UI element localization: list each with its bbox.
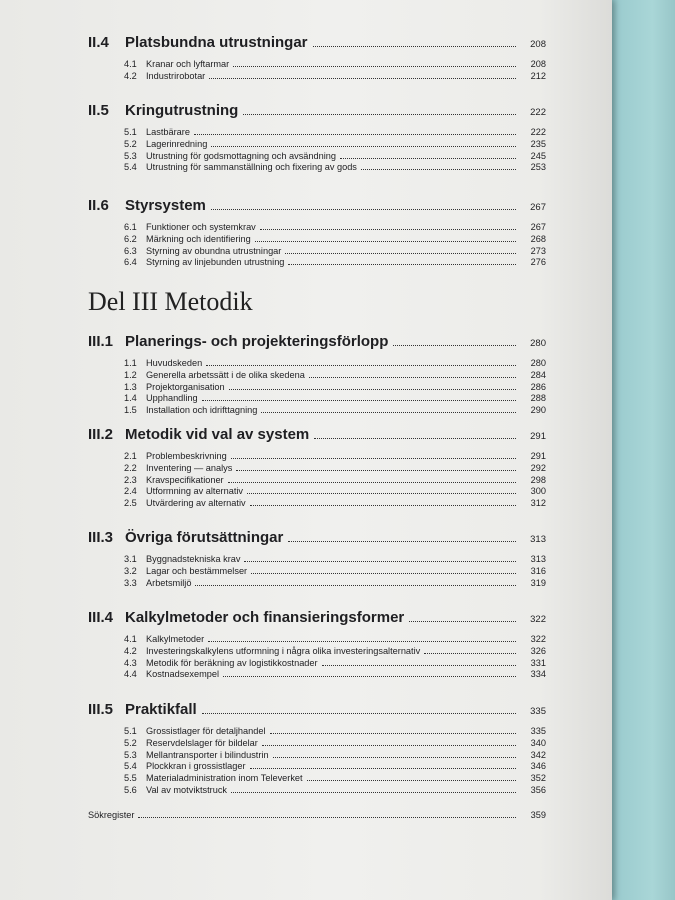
section-page-number: 267 <box>530 202 546 213</box>
entry-title: Funktioner och systemkrav <box>146 222 256 232</box>
dot-leader <box>262 745 516 746</box>
entry-number: 2.4 <box>124 486 137 497</box>
entry-number: 1.3 <box>124 381 137 392</box>
entry-page-number: 291 <box>530 451 546 461</box>
dot-leader <box>251 573 516 574</box>
toc-entry[interactable] <box>88 358 546 370</box>
dot-leader <box>228 482 516 483</box>
section-page-number: 280 <box>530 338 546 349</box>
toc-entry[interactable] <box>88 151 546 163</box>
entry-title: Styrning av obundna utrustningar <box>146 245 282 256</box>
section-heading[interactable] <box>88 34 546 56</box>
section-number: II.6 <box>88 197 109 214</box>
entry-page-number: 253 <box>530 162 546 173</box>
section-title: Styrsystem <box>125 197 206 214</box>
toc-entry[interactable] <box>88 475 546 487</box>
entry-page-number: 268 <box>530 233 546 244</box>
section-page-number: 208 <box>530 39 546 50</box>
entry-number: 3.1 <box>124 554 137 564</box>
toc-entry[interactable] <box>88 234 546 246</box>
dot-leader <box>211 209 516 210</box>
section-heading[interactable] <box>88 197 546 219</box>
entry-title: Projektorganisation <box>146 381 225 392</box>
entry-page-number: 288 <box>530 393 546 404</box>
section-page-number: 291 <box>530 431 546 442</box>
entry-page-number: 273 <box>530 245 546 256</box>
entry-page-number: 316 <box>530 565 546 576</box>
entry-title: Problembeskrivning <box>146 451 227 461</box>
entry-page-number: 292 <box>530 462 546 473</box>
section-number: III.2 <box>88 426 114 443</box>
entry-page-number: 212 <box>530 70 546 81</box>
section-title: Övriga förutsättningar <box>125 529 284 546</box>
dot-leader <box>424 653 516 654</box>
dot-leader <box>236 470 516 471</box>
entry-page-number: 331 <box>530 657 546 668</box>
section-heading[interactable] <box>88 701 546 723</box>
section-title: Praktikfall <box>125 701 197 718</box>
toc-section <box>88 701 546 797</box>
entry-page-number: 267 <box>530 222 546 232</box>
section-page-number: 322 <box>530 614 546 625</box>
entry-page-number: 284 <box>530 369 546 380</box>
toc-entry[interactable] <box>88 486 546 498</box>
dot-leader <box>393 345 516 346</box>
section-number: III.4 <box>88 609 114 626</box>
dot-leader <box>202 713 516 714</box>
dot-leader <box>195 585 516 586</box>
entry-title: Metodik för beräkning av logistikkostnader <box>146 657 318 668</box>
toc-section <box>88 102 546 174</box>
dot-leader <box>244 561 516 562</box>
entry-number: 4.1 <box>124 634 137 644</box>
entry-title: Utformning av alternativ <box>146 486 244 497</box>
entry-title: Kostnadsexempel <box>146 669 220 680</box>
toc-section <box>88 197 546 269</box>
entry-page-number: 322 <box>530 634 546 644</box>
dot-leader <box>250 768 516 769</box>
toc-entry[interactable] <box>88 463 546 475</box>
entry-number: 4.2 <box>124 645 137 656</box>
section-number: II.4 <box>88 34 109 51</box>
entry-title: Utrustning för godsmottagning och avsändning <box>146 150 336 161</box>
entry-page-number: 298 <box>530 474 546 485</box>
register-page-number: 359 <box>530 810 546 820</box>
entry-page-number: 245 <box>530 150 546 161</box>
toc-entry[interactable] <box>88 246 546 258</box>
entry-page-number: 352 <box>530 773 546 784</box>
entry-page-number: 300 <box>530 486 546 497</box>
section-number: III.3 <box>88 529 114 546</box>
entry-page-number: 346 <box>530 761 546 772</box>
toc-entry[interactable] <box>88 162 546 174</box>
dot-leader <box>307 780 516 781</box>
section-title: Metodik vid val av system <box>125 426 310 443</box>
dot-leader <box>309 377 516 378</box>
toc-entry[interactable] <box>88 646 546 658</box>
toc-section <box>88 34 546 83</box>
entry-title: Generella arbetssätt i de olika skedena <box>146 369 305 380</box>
toc-entry[interactable] <box>88 222 546 234</box>
entry-title: Plockkran i grossistlager <box>146 761 246 772</box>
dot-leader <box>270 733 516 734</box>
entry-title: Industrirobotar <box>146 70 206 81</box>
dot-leader <box>288 264 516 265</box>
entry-number: 2.2 <box>124 462 137 473</box>
entry-number: 4.3 <box>124 657 137 668</box>
entry-number: 4.1 <box>124 59 137 69</box>
entry-title: Lagerinredning <box>146 138 208 149</box>
dot-leader <box>261 412 516 413</box>
toc-entry[interactable] <box>88 669 546 681</box>
entry-page-number: 356 <box>530 784 546 795</box>
entry-page-number: 280 <box>530 358 546 368</box>
toc-section <box>88 426 546 510</box>
entry-number: 1.5 <box>124 405 137 416</box>
entry-page-number: 276 <box>530 257 546 268</box>
entry-number: 5.6 <box>124 784 137 795</box>
entry-page-number: 235 <box>530 138 546 149</box>
entry-page-number: 208 <box>530 59 546 69</box>
dot-leader <box>288 541 516 542</box>
toc-entry[interactable] <box>88 405 546 417</box>
entry-number: 4.2 <box>124 70 137 81</box>
entry-number: 5.1 <box>124 726 137 736</box>
entry-title: Märkning och identifiering <box>146 233 251 244</box>
entry-page-number: 286 <box>530 381 546 392</box>
entry-title: Byggnadstekniska krav <box>146 554 241 564</box>
entry-page-number: 335 <box>530 726 546 736</box>
toc-register-entry[interactable] <box>88 810 546 821</box>
section-heading[interactable] <box>88 102 546 124</box>
section-page-number: 222 <box>530 107 546 118</box>
section-number: III.1 <box>88 333 114 350</box>
toc-entry[interactable] <box>88 566 546 578</box>
dot-leader <box>208 641 516 642</box>
toc-entry[interactable] <box>88 750 546 762</box>
dot-leader <box>233 66 516 67</box>
entry-title: Huvudskeden <box>146 358 203 368</box>
dot-leader <box>209 78 516 79</box>
section-title: Platsbundna utrustningar <box>125 34 308 51</box>
entry-title: Styrning av linjebunden utrustning <box>146 257 285 268</box>
entry-number: 5.2 <box>124 737 137 748</box>
entry-page-number: 313 <box>530 554 546 564</box>
entry-number: 5.2 <box>124 138 137 149</box>
entry-number: 6.1 <box>124 222 137 232</box>
entry-number: 5.5 <box>124 773 137 784</box>
toc-section <box>88 529 546 589</box>
entry-page-number: 342 <box>530 749 546 760</box>
toc-entry[interactable] <box>88 785 546 797</box>
dot-leader <box>361 169 516 170</box>
entry-title: Upphandling <box>146 393 198 404</box>
entry-title: Investeringskalkylens utformning i några olika investeringsalternativ <box>146 645 421 656</box>
toc-entry[interactable] <box>88 773 546 785</box>
section-title: Kringutrustning <box>125 102 239 119</box>
entry-title: Kranar och lyftarmar <box>146 59 230 69</box>
entry-page-number: 340 <box>530 737 546 748</box>
toc-entry[interactable] <box>88 578 546 590</box>
dot-leader <box>231 792 516 793</box>
entry-page-number: 319 <box>530 577 546 588</box>
entry-number: 2.1 <box>124 451 137 461</box>
section-title: Planerings- och projekteringsförlopp <box>125 333 389 350</box>
toc-entry[interactable] <box>88 761 546 773</box>
toc-entry[interactable] <box>88 498 546 510</box>
section-title: Kalkylmetoder och finansieringsformer <box>125 609 405 626</box>
entry-page-number: 334 <box>530 669 546 680</box>
toc-entry[interactable] <box>88 370 546 382</box>
entry-title: Val av motviktstruck <box>146 784 228 795</box>
section-page-number: 335 <box>530 706 546 717</box>
register-title: Sökregister <box>88 810 135 820</box>
section-number: III.5 <box>88 701 114 718</box>
dot-leader <box>229 389 516 390</box>
toc-entry[interactable] <box>88 257 546 269</box>
entry-title: Inventering — analys <box>146 462 233 473</box>
dot-leader <box>223 676 516 677</box>
entry-title: Materialadministration inom Televerket <box>146 773 303 784</box>
entry-number: 6.4 <box>124 257 137 268</box>
entry-page-number: 326 <box>530 645 546 656</box>
entry-title: Utvärdering av alternativ <box>146 498 246 509</box>
entry-title: Lastbärare <box>146 127 190 137</box>
dot-leader <box>247 493 516 494</box>
dot-leader <box>211 146 516 147</box>
dot-leader <box>322 665 516 666</box>
entry-title: Reservdelslager för bildelar <box>146 737 258 748</box>
toc-entry[interactable] <box>88 738 546 750</box>
dot-leader <box>340 158 516 159</box>
entry-number: 1.2 <box>124 369 137 380</box>
entry-number: 6.3 <box>124 245 137 256</box>
entry-title: Mellantransporter i bilindustrin <box>146 749 269 760</box>
entry-number: 5.1 <box>124 127 137 137</box>
dot-leader <box>202 400 516 401</box>
dot-leader <box>206 365 516 366</box>
toc-section <box>88 609 546 681</box>
dot-leader <box>250 505 516 506</box>
entry-number: 2.5 <box>124 498 137 509</box>
dot-leader <box>314 438 516 439</box>
toc-section <box>88 333 546 417</box>
section-heading[interactable] <box>88 426 546 448</box>
toc-entry[interactable] <box>88 658 546 670</box>
entry-number: 3.2 <box>124 565 137 576</box>
entry-number: 3.3 <box>124 577 137 588</box>
toc-entry[interactable] <box>88 139 546 151</box>
entry-number: 5.3 <box>124 150 137 161</box>
entry-number: 6.2 <box>124 233 137 244</box>
toc-entry[interactable] <box>88 382 546 394</box>
section-heading[interactable] <box>88 609 546 631</box>
section-heading[interactable] <box>88 333 546 355</box>
entry-title: Installation och idrifttagning <box>146 405 258 416</box>
entry-number: 4.4 <box>124 669 137 680</box>
entry-title: Kalkylmetoder <box>146 634 205 644</box>
entry-title: Lagar och bestämmelser <box>146 565 248 576</box>
section-heading[interactable] <box>88 529 546 551</box>
toc-entry[interactable] <box>88 393 546 405</box>
section-page-number: 313 <box>530 534 546 545</box>
dot-leader <box>255 241 516 242</box>
toc-entry[interactable] <box>88 554 546 566</box>
toc-entry[interactable] <box>88 634 546 646</box>
entry-number: 5.3 <box>124 749 137 760</box>
toc-entry[interactable] <box>88 71 546 83</box>
entry-title: Kravspecifikationer <box>146 474 224 485</box>
entry-page-number: 290 <box>530 405 546 416</box>
dot-leader <box>194 134 516 135</box>
section-number: II.5 <box>88 102 109 119</box>
toc-entry[interactable] <box>88 451 546 463</box>
entry-title: Arbetsmiljö <box>146 577 192 588</box>
entry-page-number: 222 <box>530 127 546 137</box>
dot-leader <box>285 253 516 254</box>
entry-number: 1.4 <box>124 393 137 404</box>
entry-number: 5.4 <box>124 162 137 173</box>
entry-page-number: 312 <box>530 498 546 509</box>
dot-leader <box>313 46 516 47</box>
toc-entry[interactable] <box>88 127 546 139</box>
toc-entry[interactable] <box>88 726 546 738</box>
entry-number: 2.3 <box>124 474 137 485</box>
entry-title: Utrustning för sammanställning och fixering av gods <box>146 162 357 173</box>
dot-leader <box>231 458 516 459</box>
dot-leader <box>138 817 516 818</box>
entry-number: 1.1 <box>124 358 137 368</box>
dot-leader <box>243 114 516 115</box>
dot-leader <box>409 621 516 622</box>
dot-leader <box>273 757 516 758</box>
entry-title: Grossistlager för detaljhandel <box>146 726 266 736</box>
part-heading: Del III Metodik <box>88 287 253 316</box>
entry-number: 5.4 <box>124 761 137 772</box>
toc-entry[interactable] <box>88 59 546 71</box>
dot-leader <box>260 229 516 230</box>
